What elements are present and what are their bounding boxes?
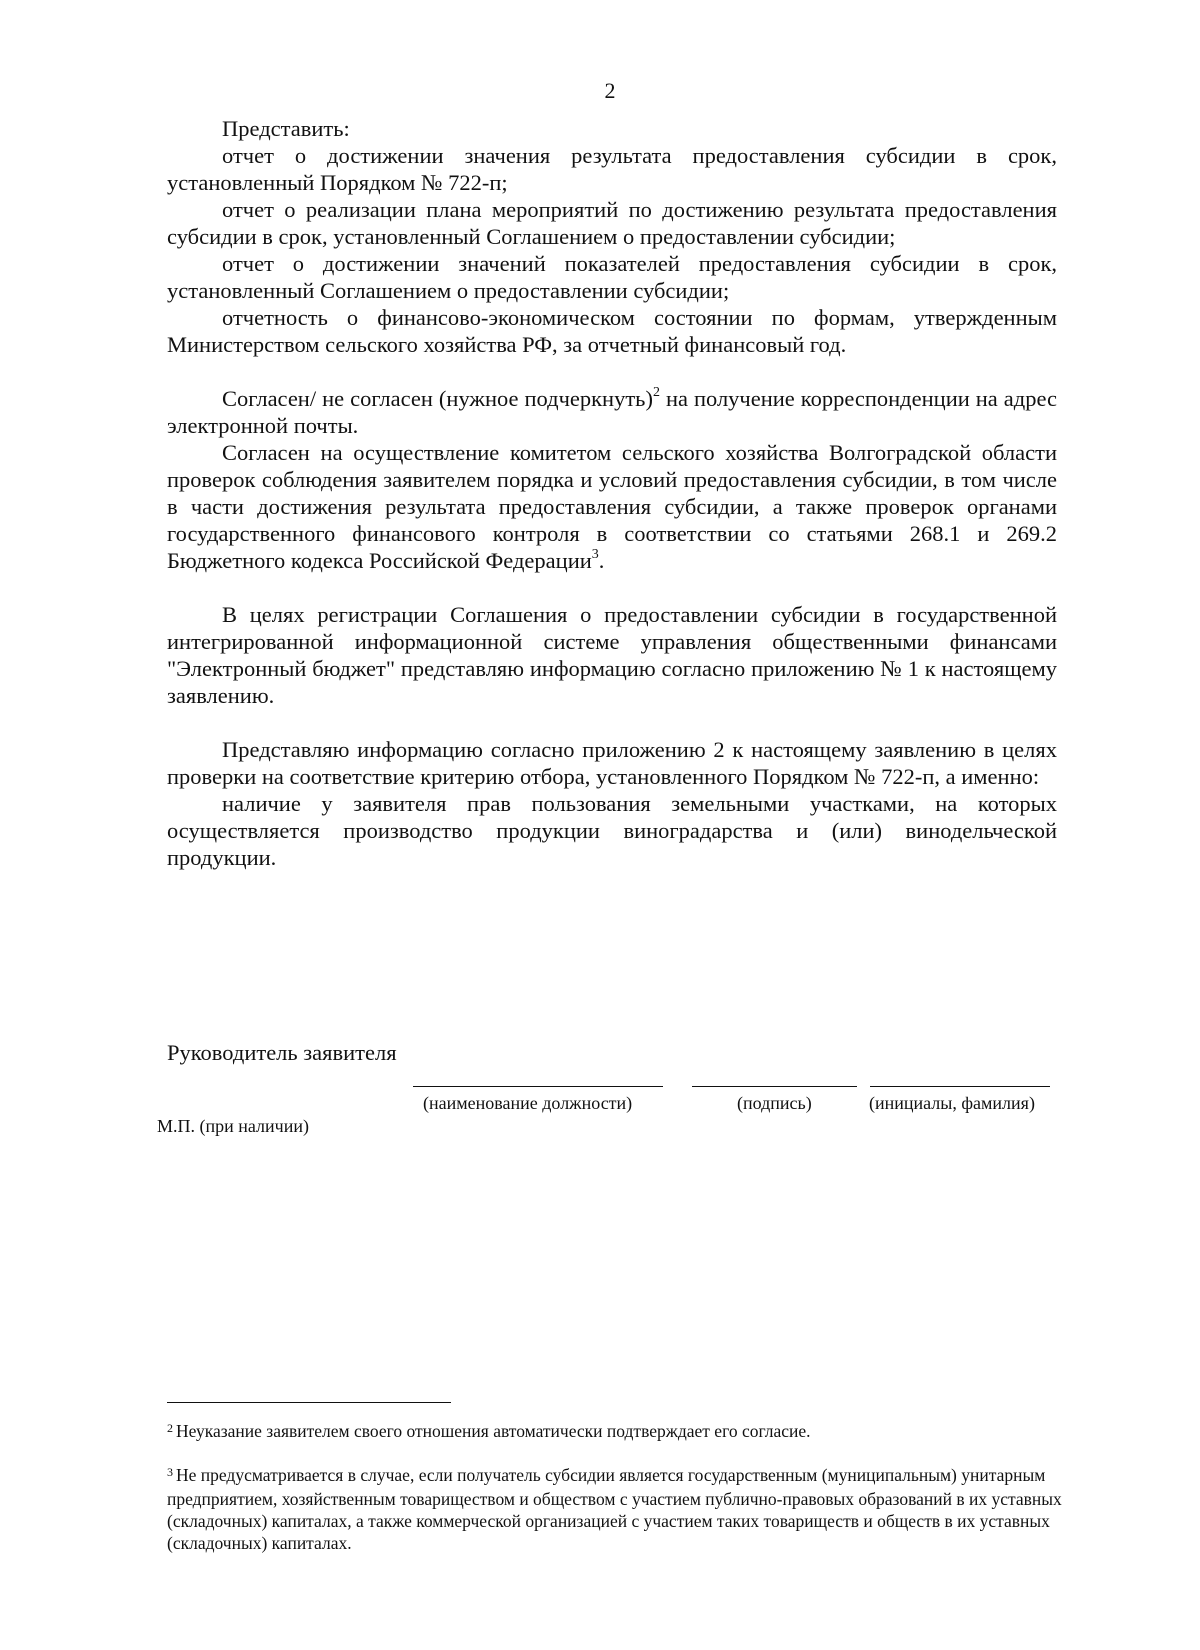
paragraph-financial-reporting: отчетность о финансово-экономическом состоянии по формам, утвержденным Министерством сельского хозяйства РФ, за отчетный финансовый год.: [167, 305, 1057, 357]
paragraph-report-result: отчет о достижении значения результата предоставления субсидии в срок, установленный Порядком № 722-п;: [167, 143, 1057, 195]
signature-title: Руководитель заявителя: [167, 1040, 397, 1065]
paragraph-report-plan: отчет о реализации плана мероприятий по достижению результата предоставления субсидии в срок, установленный Соглашением о предоставлении субсидии;: [167, 197, 1057, 249]
paragraph-land-rights: наличие у заявителя прав пользования земельными участками, на которых осуществляется производство продукции виноградарства и (или) винодельческой продукции.: [167, 791, 1057, 870]
paragraph-submit-heading: Представить:: [222, 116, 350, 141]
paragraph-email-consent: Согласен/ не согласен (нужное подчеркнуть)$^2$ на получение корреспонденции на адрес электронной почты.: [167, 384, 1058, 438]
stamp-label: М.П. (при наличии): [157, 1116, 309, 1136]
signature-line: [692, 1086, 857, 1087]
footnote-ref-3: 3: [591, 546, 599, 562]
footnote-2: [167, 1420, 1067, 1444]
paragraph-registration: В целях регистрации Соглашения о предоставлении субсидии в государственной интегрированной информационной системе управления общественными финансами "Электронный бюджет" представляю информацию согласно приложению № 1 к настоящему заявлению.: [167, 602, 1057, 708]
document-body: [167, 115, 1057, 871]
position-label: (наименование должности): [423, 1093, 633, 1113]
footnote-number: 3: [167, 1465, 173, 1479]
signature-label: (подпись): [737, 1093, 812, 1113]
footnote-text: Неуказание заявителем своего отношения автоматически подтверждает его согласие.: [176, 1421, 811, 1441]
footnote-ref-2: 2: [652, 384, 660, 400]
page-number: 2: [604, 78, 616, 103]
name-label: (инициалы, фамилия): [869, 1093, 1035, 1113]
footnote-number: 2: [167, 1421, 173, 1435]
paragraph-criteria: Представляю информацию согласно приложению 2 к настоящему заявлению в целях проверки на соответствие критерию отбора, установленного Порядком № 722-п, а именно:: [167, 737, 1057, 789]
footnote-separator: [167, 1402, 451, 1403]
footnote-text: Не предусматривается в случае, если получатель субсидии является государственным (муниципальным) унитарным предприятием, хозяйственным товариществом и обществом с участием публично-правовых образований в их уставных (складочных) капиталах, а также коммерческой организацией с участием таких товариществ и обществ в их уставных (складочных) капиталах.: [167, 1465, 1062, 1553]
position-line: [413, 1086, 663, 1087]
name-line: [870, 1086, 1050, 1087]
paragraph-report-indicators: отчет о достижении значений показателей предоставления субсидии в срок, установленный Соглашением о предоставлении субсидии;: [167, 251, 1057, 303]
footnote-3: [167, 1464, 1067, 1554]
paragraph-inspection-consent: Согласен на осуществление комитетом сельского хозяйства Волгоградской области проверок соблюдения заявителем порядка и условий предоставления субсидии, в том числе в части достижения результата предоставления субсидии, а также проверок органами государственного финансового контроля в соответствии со статьями 268.1 и 269.2 Бюджетного кодекса Российской Федерации$^3$.: [167, 440, 1057, 573]
